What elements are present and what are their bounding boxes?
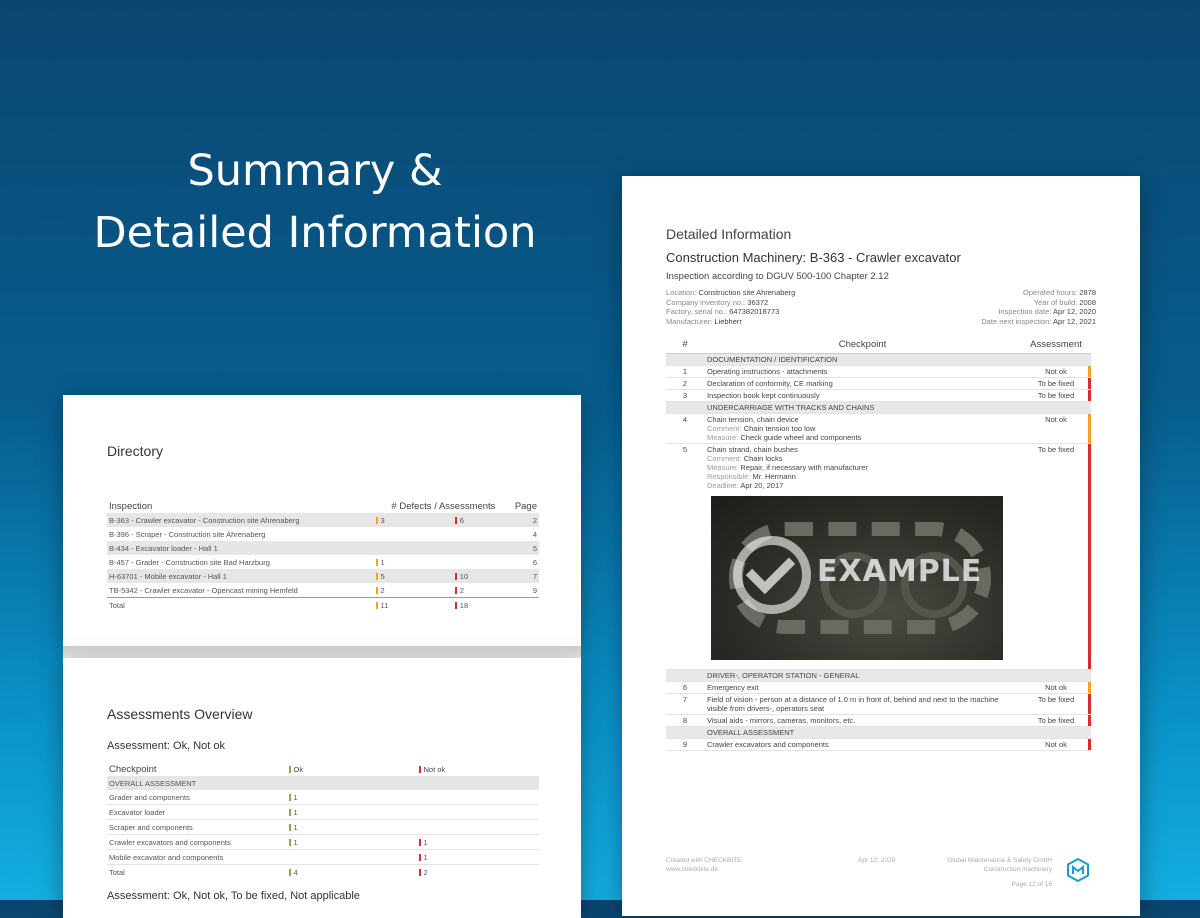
directory-table bbox=[107, 499, 539, 612]
measure-line: Measure: Check guide wheel and components bbox=[707, 433, 862, 442]
defect-count: 2 bbox=[380, 585, 385, 595]
checkpoint-header-row bbox=[666, 336, 1091, 354]
page-number: 6 bbox=[532, 557, 537, 567]
defect-count: 1 bbox=[380, 557, 385, 567]
page-number: 2 bbox=[513, 513, 539, 527]
footer-page: Page 12 of 16 bbox=[1011, 881, 1052, 888]
section-row bbox=[666, 670, 1091, 682]
col-ok: Ok bbox=[293, 764, 304, 774]
assessment-count: 6 bbox=[459, 515, 464, 525]
checkpoint-row[interactable] bbox=[666, 444, 1091, 670]
checkpoint-row[interactable] bbox=[666, 715, 1091, 727]
detail-title: Detailed Information bbox=[666, 226, 792, 242]
meta-location: Location: Construction site Ahrenaberg bbox=[666, 288, 796, 297]
watermark-text: EXAMPLE bbox=[817, 554, 983, 589]
defect-marker bbox=[376, 587, 378, 594]
col-page: Page bbox=[514, 500, 537, 512]
assessments-subtitle: Assessment: Ok, Not ok bbox=[107, 740, 225, 752]
table-row[interactable] bbox=[107, 790, 539, 805]
headline-line-2: Detailed Information bbox=[93, 208, 537, 258]
footer-created: Created with CHECKBITE bbox=[666, 857, 742, 864]
row-number: 3 bbox=[666, 390, 704, 402]
not-ok-marker bbox=[419, 869, 421, 876]
total-row bbox=[107, 865, 539, 880]
page-number: 7 bbox=[513, 569, 539, 583]
table-row[interactable] bbox=[107, 527, 539, 541]
section-label: OVERALL ASSESSMENT bbox=[107, 776, 539, 790]
section-row bbox=[666, 402, 1091, 414]
meta-next-inspection: Date next inspection: Apr 12, 2021 bbox=[981, 317, 1096, 327]
machine-title: Construction Machinery: B-363 - Crawler excavator bbox=[666, 250, 961, 265]
col-checkpoint: Checkpoint bbox=[704, 336, 1021, 354]
assessments-title: Assessments Overview bbox=[107, 706, 253, 722]
assessment-value: Not ok bbox=[1021, 739, 1091, 751]
footer-category: Construction machinery bbox=[983, 866, 1052, 873]
checkpoint-name: Mobile excavator and components bbox=[109, 852, 224, 862]
assessment-marker bbox=[455, 602, 457, 609]
not-ok-marker bbox=[419, 766, 421, 773]
total-row bbox=[107, 598, 539, 613]
headline-line-1: Summary & bbox=[187, 146, 443, 196]
checkpoint-text: Declaration of conformity, CE marking bbox=[704, 378, 1021, 390]
ok-marker bbox=[289, 809, 291, 816]
col-inspection: Inspection bbox=[109, 500, 153, 512]
defect-marker bbox=[376, 573, 378, 580]
not-ok-marker bbox=[419, 839, 421, 846]
checkpoint-name: Crawler excavators and components bbox=[109, 837, 231, 847]
assessments-page bbox=[63, 658, 581, 918]
row-number: 7 bbox=[666, 694, 704, 715]
inspection-name: B-363 - Crawler excavator - Construction site Ahrenaberg bbox=[107, 513, 374, 527]
checkpoint-text: Crawler excavators and components bbox=[704, 739, 1021, 751]
meta-inspection-date: Inspection date: Apr 12, 2020 bbox=[998, 307, 1096, 317]
checkpoint-text: Emergency exit bbox=[704, 682, 1021, 694]
checkpoint-text: Inspection book kept continuously bbox=[704, 390, 1021, 402]
ok-marker bbox=[289, 766, 291, 773]
comment-line: Comment: Chain locks bbox=[707, 454, 783, 463]
assessment-value: To be fixed bbox=[1021, 390, 1091, 402]
ok-marker bbox=[289, 839, 291, 846]
assessment-value: To be fixed bbox=[1021, 715, 1091, 727]
ok-count: 1 bbox=[293, 807, 298, 817]
col-not-ok: Not ok bbox=[423, 764, 446, 774]
page-number: 4 bbox=[532, 529, 537, 539]
section-label: OVERALL ASSESSMENT bbox=[704, 727, 1091, 739]
assessment-value: To be fixed bbox=[1021, 694, 1091, 715]
table-row[interactable] bbox=[107, 583, 539, 598]
col-num: # bbox=[666, 336, 704, 354]
total-not-ok: 2 bbox=[423, 867, 428, 877]
assessment-value: To be fixed bbox=[1021, 378, 1091, 390]
track-photo[interactable] bbox=[711, 496, 1003, 660]
responsible-line: Responsible: Mr. Hermann bbox=[707, 472, 796, 481]
not-ok-marker bbox=[419, 854, 421, 861]
checkpoint-row[interactable] bbox=[666, 694, 1091, 715]
checkpoint-name: Excavator loader bbox=[109, 807, 166, 817]
meta-year: Year of build: 2008 bbox=[1033, 297, 1096, 307]
meta-inventory: Company inventory no.: 36372 bbox=[666, 297, 769, 307]
table-row[interactable] bbox=[107, 555, 539, 569]
meta-left bbox=[666, 288, 795, 327]
defect-marker bbox=[376, 517, 378, 524]
total-label: Total bbox=[109, 600, 125, 610]
page-number: 9 bbox=[532, 585, 537, 595]
total-label: Total bbox=[109, 867, 125, 877]
assessment-count: 2 bbox=[459, 585, 464, 595]
table-row[interactable] bbox=[107, 541, 539, 555]
checkpoint-text: Field of vision - person at a distance of 1.0 m in front of, behind and next to the machine visible from drivers-, operators seat bbox=[704, 694, 1021, 715]
ok-count: 1 bbox=[293, 837, 298, 847]
inspection-name: B-457 - Grader - Construction site Bad Harzburg bbox=[109, 557, 270, 567]
meta-hours: Operated hours: 2878 bbox=[1023, 288, 1096, 297]
section-row bbox=[107, 776, 539, 790]
checkpoint-cell bbox=[704, 444, 1021, 670]
ok-marker bbox=[289, 869, 291, 876]
checkpoint-name: Grader and components bbox=[109, 792, 190, 802]
checkpoint-table bbox=[666, 336, 1091, 751]
directory-page bbox=[63, 395, 581, 647]
headline bbox=[60, 140, 570, 264]
assessment-value: Not ok bbox=[1021, 414, 1091, 444]
inspection-standard: Inspection according to DGUV 500-100 Chapter 2.12 bbox=[666, 271, 889, 282]
table-row[interactable] bbox=[107, 850, 539, 865]
assessments-next-subtitle: Assessment: Ok, Not ok, To be fixed, Not applicable bbox=[107, 890, 360, 902]
assessment-count: 10 bbox=[459, 571, 469, 581]
meta-serial: Factory, serial no.: 647382018773 bbox=[666, 307, 780, 317]
meta-manufacturer: Manufacturer: Liebherr bbox=[666, 317, 742, 327]
total-assessments: 18 bbox=[459, 600, 469, 610]
assessment-value: Not ok bbox=[1021, 366, 1091, 378]
checkpoint-text: Chain strand, chain bushes bbox=[707, 445, 798, 454]
inspection-name: H-63701 - Mobile excavator - Hall 1 bbox=[107, 569, 374, 583]
assessment-value: To be fixed bbox=[1021, 444, 1091, 670]
table-row[interactable] bbox=[107, 820, 539, 835]
detail-page bbox=[622, 176, 1140, 916]
table-row[interactable] bbox=[107, 513, 539, 527]
inspection-name: TB-5342 - Crawler excavator - Opencast mining Hemfeld bbox=[109, 585, 298, 595]
defect-marker bbox=[376, 559, 378, 566]
checkpoint-row[interactable] bbox=[666, 414, 1091, 444]
inspection-name: B-434 - Excavator loader - Hall 1 bbox=[107, 541, 374, 555]
footer-site[interactable]: www.checkbite.de bbox=[666, 866, 719, 873]
row-number: 4 bbox=[666, 414, 704, 444]
section-label: DOCUMENTATION / IDENTIFICATION bbox=[704, 354, 1091, 366]
checkpoint-row[interactable] bbox=[666, 739, 1091, 751]
defect-count: 5 bbox=[380, 571, 385, 581]
section-label: UNDERCARRIAGE WITH TRACKS AND CHAINS bbox=[704, 402, 1091, 414]
footer-right bbox=[947, 856, 1052, 889]
checkpoint-text: Operating instructions - attachments bbox=[704, 366, 1021, 378]
checkpoint-row[interactable] bbox=[666, 390, 1091, 402]
col-assessment: Assessment bbox=[1021, 336, 1091, 354]
directory-header-row bbox=[107, 499, 539, 513]
ok-marker bbox=[289, 794, 291, 801]
footer-left bbox=[666, 856, 742, 874]
section-row bbox=[666, 727, 1091, 739]
page-number: 5 bbox=[513, 541, 539, 555]
ok-count: 1 bbox=[293, 822, 298, 832]
row-number: 6 bbox=[666, 682, 704, 694]
checkpoint-row[interactable] bbox=[666, 378, 1091, 390]
assessment-marker bbox=[455, 587, 457, 594]
col-checkpoint: Checkpoint bbox=[109, 763, 157, 775]
checkpoint-name: Scraper and components bbox=[109, 822, 193, 832]
ok-count: 1 bbox=[293, 792, 298, 802]
section-row bbox=[666, 354, 1091, 366]
ok-marker bbox=[289, 824, 291, 831]
total-ok: 4 bbox=[293, 867, 298, 877]
section-label: DRIVER-, OPERATOR STATION - GENERAL bbox=[704, 670, 1091, 682]
deadline-line: Deadline: Apr 20, 2017 bbox=[707, 481, 784, 490]
assessment-marker bbox=[455, 573, 457, 580]
meta-right bbox=[981, 288, 1096, 327]
not-ok-count: 1 bbox=[423, 837, 428, 847]
assessments-table bbox=[107, 762, 539, 879]
footer-date: Apr 12, 2020 bbox=[858, 857, 896, 864]
row-number: 5 bbox=[666, 444, 704, 670]
col-defects: # Defects / Assessments bbox=[391, 500, 496, 512]
assessment-marker bbox=[455, 517, 457, 524]
checkpoint-text: Visual aids - mirrors, cameras, monitors, etc. bbox=[704, 715, 1021, 727]
checkpoint-text: Chain tension, chain device bbox=[707, 415, 799, 424]
assessment-value: Not ok bbox=[1021, 682, 1091, 694]
row-number: 9 bbox=[666, 739, 704, 751]
total-defects: 11 bbox=[380, 600, 389, 610]
table-row[interactable] bbox=[107, 569, 539, 583]
row-number: 2 bbox=[666, 378, 704, 390]
table-row[interactable] bbox=[107, 805, 539, 820]
inspection-name: B-396 - Scraper - Construction site Ahrenaberg bbox=[109, 529, 266, 539]
checkpoint-row[interactable] bbox=[666, 366, 1091, 378]
checkpoint-row[interactable] bbox=[666, 682, 1091, 694]
measure-line: Measure: Repair, if necessary with manufacturer bbox=[707, 463, 868, 472]
assessments-header-row bbox=[107, 762, 539, 776]
footer-company: Global Maintenance & Safety GmbH bbox=[947, 857, 1052, 864]
table-row[interactable] bbox=[107, 835, 539, 850]
comment-line: Comment: Chain tension too low bbox=[707, 424, 816, 433]
not-ok-count: 1 bbox=[423, 852, 428, 862]
directory-title: Directory bbox=[107, 443, 164, 459]
defect-count: 3 bbox=[380, 515, 385, 525]
row-number: 8 bbox=[666, 715, 704, 727]
company-logo-icon bbox=[1066, 858, 1090, 882]
defect-marker bbox=[376, 602, 378, 609]
row-number: 1 bbox=[666, 366, 704, 378]
checkpoint-cell bbox=[704, 414, 1021, 444]
